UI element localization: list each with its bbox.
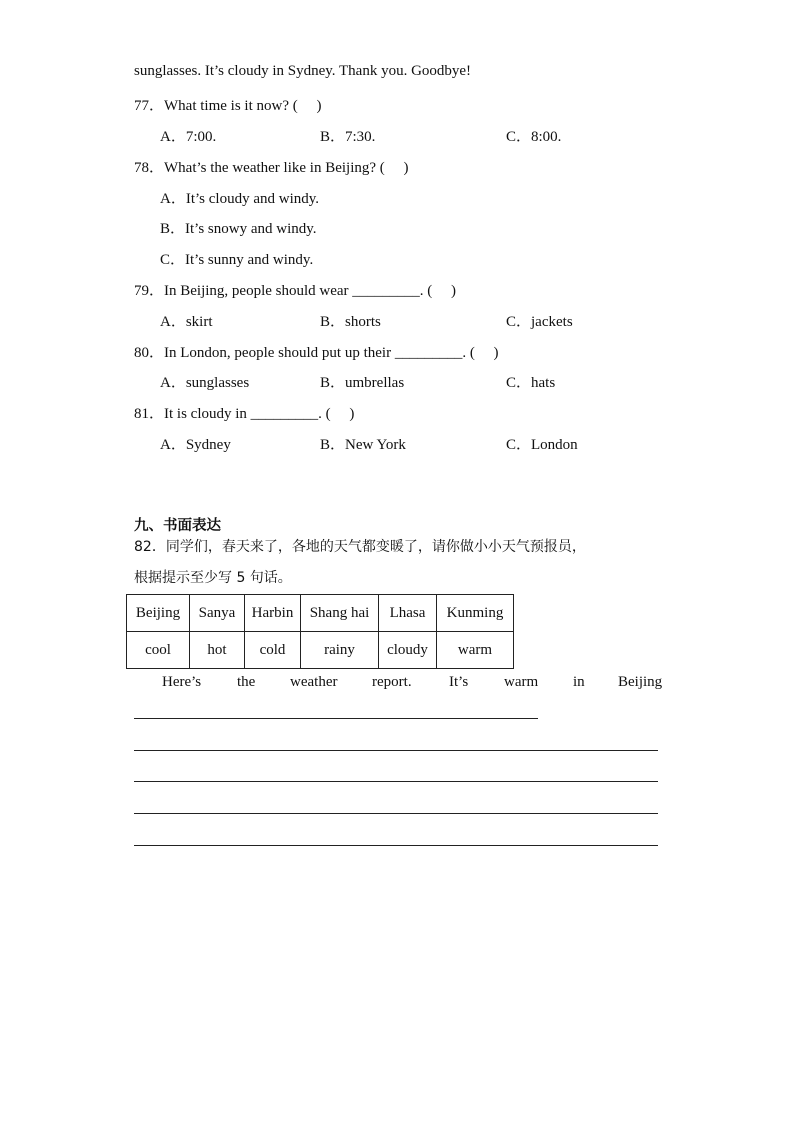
writing-line[interactable] (134, 845, 658, 846)
writing-line[interactable] (134, 750, 658, 751)
question-text: What’s the weather like in Beijing? ( ) (164, 160, 409, 176)
report-word: weather (290, 674, 338, 690)
question-text: It is cloudy in _________. ( ) (164, 406, 355, 422)
writing-line[interactable] (134, 718, 538, 719)
city-cell: Shang hai (301, 595, 379, 632)
weather-cell: hot (190, 632, 245, 669)
question-81 (134, 402, 354, 423)
option-c: C．hats (506, 375, 556, 391)
weather-row (127, 632, 514, 669)
option-a: A．Sydney (160, 437, 231, 453)
question-82-prompt-line2: 根据提示至少写 5 句话。 (134, 570, 292, 586)
weather-cell: warm (437, 632, 514, 669)
question-79 (134, 279, 456, 300)
question-82-prompt-line1: 82．同学们，春天来了，各地的天气都变暖了，请你做小小天气预报员， (134, 539, 586, 555)
weather-table (126, 594, 514, 669)
option-a: A．sunglasses (160, 375, 250, 391)
option-b: B．New York (320, 437, 406, 453)
option-a: A．It’s cloudy and windy. (160, 191, 320, 207)
report-word: report. (372, 674, 412, 690)
option-b: B．umbrellas (320, 375, 405, 391)
question-80 (134, 341, 499, 362)
option-b: B．It’s snowy and windy. (160, 221, 317, 237)
question-text: In Beijing, people should wear _________. ( ) (164, 283, 457, 299)
option-c: C．It’s sunny and windy. (160, 252, 314, 268)
report-word: It’s (449, 674, 469, 690)
city-cell: Lhasa (379, 595, 437, 632)
question-number: 78． (134, 160, 165, 176)
option-a: A．7:00. (160, 129, 217, 145)
city-cell: Harbin (245, 595, 301, 632)
question-text: In London, people should put up their _________. ( ) (164, 345, 499, 361)
writing-line[interactable] (134, 813, 658, 814)
city-row (127, 595, 514, 632)
question-77 (134, 94, 321, 115)
city-cell: Beijing (127, 595, 190, 632)
option-c: C．London (506, 437, 578, 453)
question-text: What time is it now? ( ) (164, 98, 322, 114)
question-number: 81． (134, 406, 165, 422)
option-b: B．7:30. (320, 129, 376, 145)
weather-cell: rainy (301, 632, 379, 669)
weather-cell: cold (245, 632, 301, 669)
section-heading: 九、书面表达 (134, 518, 221, 534)
option-c: C．8:00. (506, 129, 562, 145)
city-cell: Kunming (437, 595, 514, 632)
question-number: 80． (134, 345, 165, 361)
city-cell: Sanya (190, 595, 245, 632)
weather-cell: cool (127, 632, 190, 669)
question-78 (134, 156, 409, 177)
writing-line[interactable] (134, 781, 658, 782)
passage-tail: sunglasses. It’s cloudy in Sydney. Thank you. Goodbye! (134, 63, 472, 79)
report-word: the (237, 674, 256, 690)
report-word: warm (504, 674, 539, 690)
option-c: C．jackets (506, 314, 573, 330)
option-b: B．shorts (320, 314, 381, 330)
report-word: Beijing (618, 674, 663, 690)
report-word: Here’s (162, 674, 202, 690)
question-number: 77． (134, 98, 165, 114)
weather-cell: cloudy (379, 632, 437, 669)
report-word: in (573, 674, 585, 690)
question-number: 79． (134, 283, 165, 299)
option-a: A．skirt (160, 314, 213, 330)
